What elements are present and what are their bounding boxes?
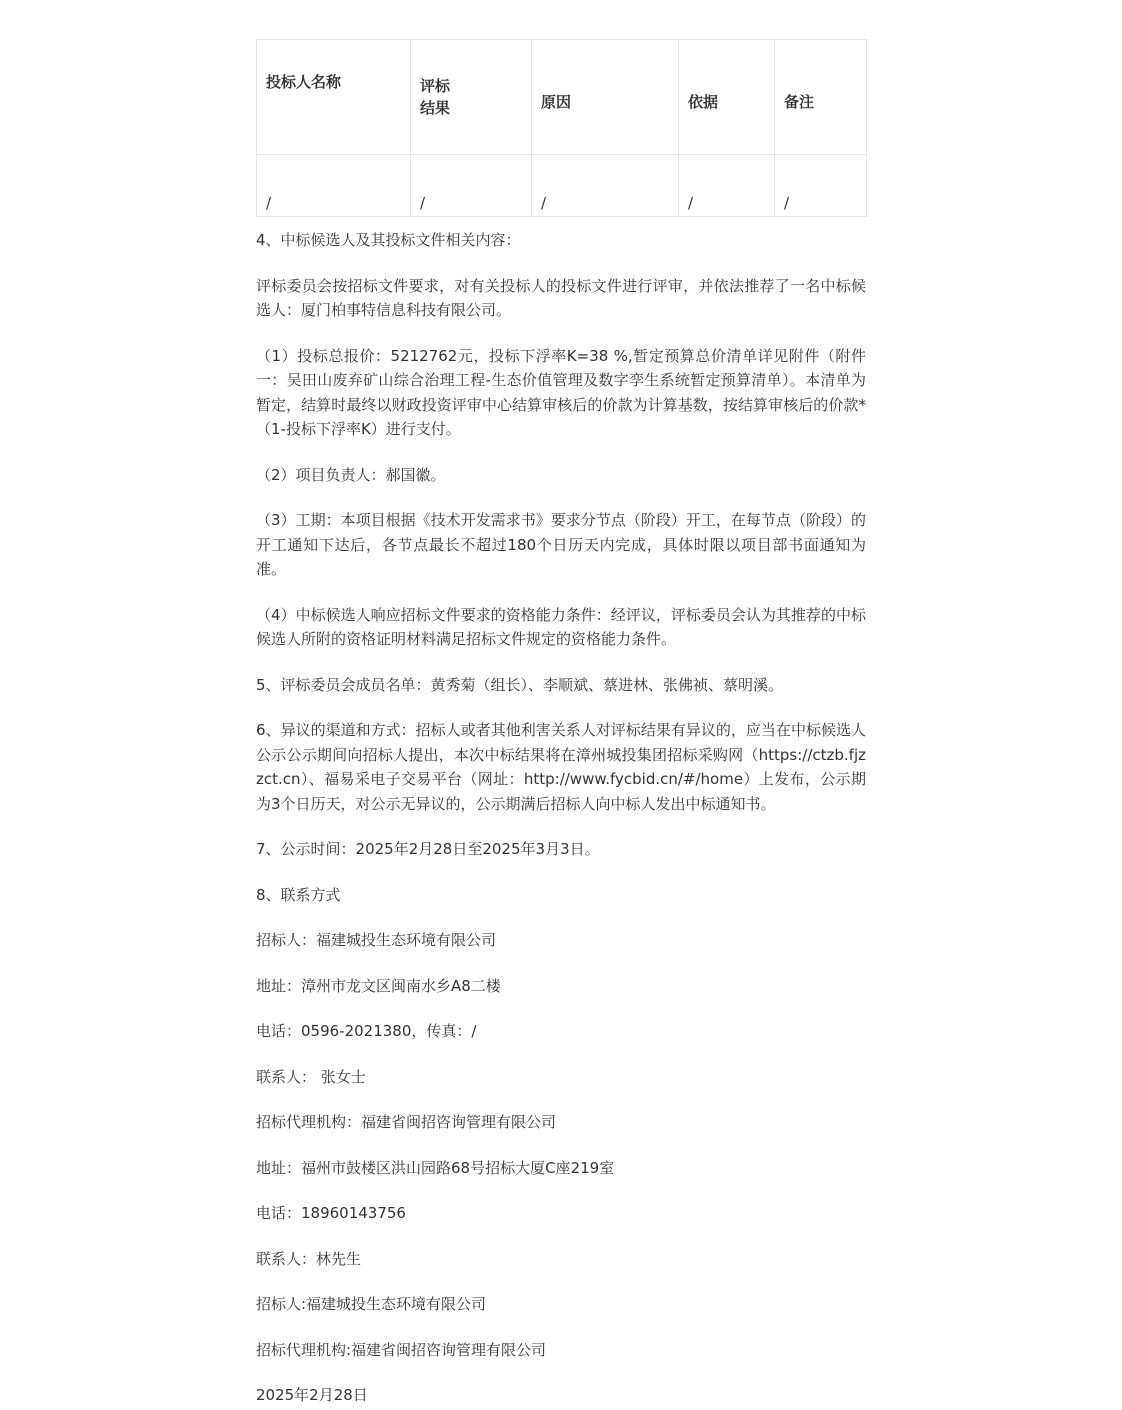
footer-date: 2025年2月28日 [256, 1386, 368, 1404]
table-header-row [257, 40, 867, 155]
table-cell: / [532, 155, 679, 217]
contact-agency: 招标代理机构：福建省闽招咨询管理有限公司 [256, 1113, 557, 1131]
contact-tenderer-person: 联系人： 张女士 [256, 1067, 366, 1086]
table-cell: / [257, 155, 411, 217]
contact-agency-phone: 电话：18960143756 [256, 1204, 406, 1222]
header-basis: 依据 [679, 40, 775, 155]
table-cell: / [679, 155, 775, 217]
section-8-contact-title: 8、联系方式 [256, 885, 341, 904]
header-bidder-name: 投标人名称 [257, 40, 411, 155]
footer-tenderer: 招标人:福建城投生态环境有限公司 [256, 1295, 487, 1313]
section-7-publicity-time: 7、公示时间：2025年2月28日至2025年3月3日。 [256, 840, 600, 858]
header-reason: 原因 [532, 40, 679, 155]
contact-tenderer-phone: 电话：0596-2021380，传真：/ [256, 1022, 477, 1040]
announcement-document [256, 39, 866, 1408]
section-4-item-4: （4）中标候选人响应招标文件要求的资格能力条件：经评议，评标委员会认为其推荐的中标候选人所附的资格证明材料满足招标文件规定的资格能力条件。 [256, 605, 866, 648]
contact-tenderer-address: 地址：漳州市龙文区闽南水乡A8二楼 [256, 976, 501, 995]
table-cell: / [775, 155, 867, 217]
section-4-title: 4、中标候选人及其投标文件相关内容： [256, 231, 521, 249]
contact-tenderer: 招标人：福建城投生态环境有限公司 [256, 931, 497, 949]
section-5-committee: 5、评标委员会成员名单：黄秀菊（组长）、李顺斌、蔡进林、张佛祯、蔡明溪。 [256, 675, 784, 694]
section-6-objection: 6、异议的渠道和方式：招标人或者其他利害关系人对评标结果有异议的，应当在中标候选人公示公示期间向招标人提出，本次中标结果将在漳州城投集团招标采购网（https://ctzb.fjzzct.cn）、福易采电子交易平台（网址：http://www.fycbid.cn/#/home）上发布，公示期为3个日历天，对公示无异议的，公示期满后招标人向中标人发出中标通知书。 [256, 721, 866, 813]
contact-agency-address: 地址：福州市鼓楼区洪山园路68号招标大厦C座219室 [256, 1158, 615, 1177]
section-4-item-3: （3）工期：本项目根据《技术开发需求书》要求分节点（阶段）开工，在每节点（阶段）的开工通知下达后，各节点最长不超过180个日历天内完成，具体时限以项目部书面通知为准。 [256, 511, 866, 578]
header-evaluation-result: 评标 结果 [411, 40, 532, 155]
table-row [257, 155, 867, 217]
section-4-item-1: （1）投标总报价：5212762元，投标下浮率K=38 %,暂定预算总价清单详见附件（附件一：吴田山废弃矿山综合治理工程-生态价值管理及数字孪生系统暂定预算清单）。本清单为暂定，结算时最终以财政投资评审中心结算审核后的价款为计算基数，按结算审核后的价款*（1-投标下浮率K）进行支付。 [256, 346, 866, 438]
table-cell: / [411, 155, 532, 217]
header-remarks: 备注 [775, 40, 867, 155]
evaluation-result-table [256, 39, 867, 217]
section-4-intro: 评标委员会按招标文件要求，对有关投标人的投标文件进行评审，并依法推荐了一名中标候选人：厦门柏事特信息科技有限公司。 [256, 276, 866, 319]
footer-agency: 招标代理机构:福建省闽招咨询管理有限公司 [256, 1340, 547, 1359]
contact-agency-person: 联系人：林先生 [256, 1249, 362, 1268]
section-4-item-2: （2）项目负责人：郝国徽。 [256, 465, 446, 484]
